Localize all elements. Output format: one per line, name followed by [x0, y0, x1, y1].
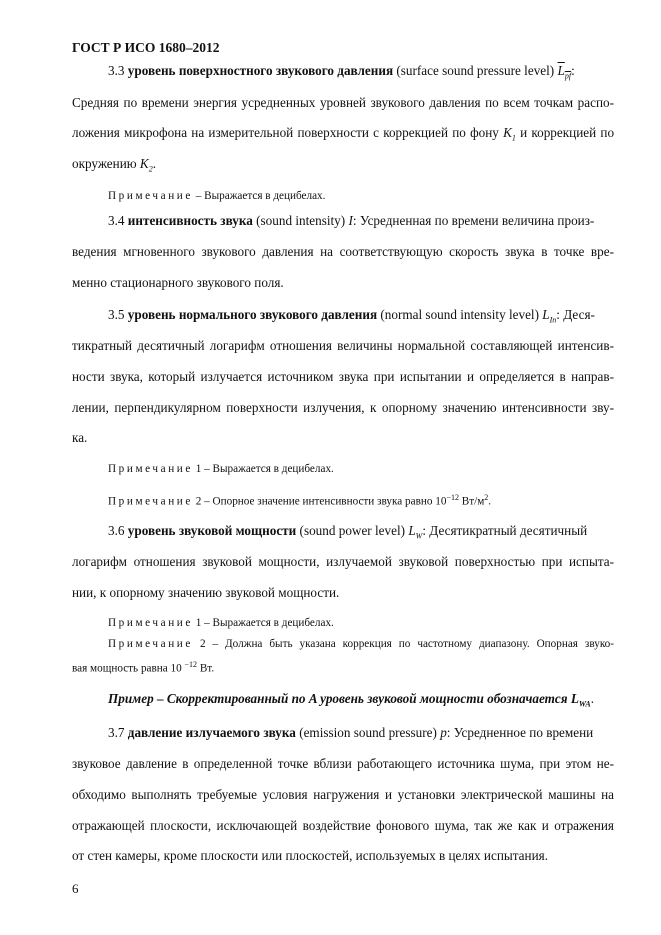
note: Примечание 1 – Выражается в децибелах.	[108, 463, 334, 475]
note: Примечание – Выражается в децибелах.	[108, 190, 326, 202]
note: Примечание 2 – Опорное значение интенсивности звука равно $10^{-12}$ $Вт/м^2$.	[108, 493, 492, 508]
paragraph-line: ности звука, который излучается источником звука при испытании и определяется в направ-	[72, 369, 614, 384]
paragraph-line: менно стационарного звукового поля.	[72, 275, 284, 290]
section-3-3-title: 3.3 уровень поверхностного звукового давления (surface sound pressure level) $L_{pf}$:	[108, 63, 575, 81]
section-3-4-title: 3.4 интенсивность звука (sound intensity) I: Усредненная по времени величина произ-	[108, 213, 595, 228]
note: Примечание 1 – Выражается в децибелах.	[108, 617, 334, 629]
paragraph-line: обходимо выполнять требуемые условия нагружения и установки электрической машины на	[72, 787, 614, 802]
paragraph-line: ведения мгновенного звукового давления на соответствующую скорость звука в точке вре-	[72, 244, 614, 259]
paragraph-line: окружению $K_2$.	[72, 156, 156, 174]
section-3-6-title: 3.6 уровень звуковой мощности (sound power level) $L_W$: Десятикратный десятичный	[108, 523, 588, 541]
paragraph-line: звуковое давление в определенной точке вблизи работающего источника шума, при этом не-	[72, 756, 614, 771]
paragraph-line: тикратный десятичный логарифм отношения величины нормальной составляющей интенсив-	[72, 338, 614, 353]
page-number: 6	[72, 881, 79, 896]
paragraph-line: лении, перпендикулярном поверхности излучения, к опорному значению интенсивности зву-	[72, 400, 614, 415]
section-3-7-title: 3.7 давление излучаемого звука (emission sound pressure) p: Усредненное по времени	[108, 725, 594, 740]
paragraph-line: отражающей плоскости, исключающей воздействие фонового шума, так же как и отражения	[72, 818, 614, 833]
document-header: ГОСТ Р ИСО 1680–2012	[72, 40, 220, 55]
section-3-5-title: 3.5 уровень нормального звукового давления (normal sound intensity level) $L_{In}$: Деся-	[108, 307, 595, 325]
term: уровень поверхностного звукового давления	[127, 63, 394, 78]
paragraph-line: нии, к опорному значению звуковой мощности.	[72, 585, 340, 600]
note: Примечание 2 – Должна быть указана коррекция по частотному диапазону. Опорная звуко-	[108, 638, 615, 650]
note-continuation: вая мощность равна 10 $^{-12}$ Вт.	[72, 660, 215, 675]
paragraph-line: ка.	[72, 430, 88, 445]
paragraph-line: Средняя по времени энергия усредненных уровней звукового давления по всем точкам распо-	[72, 95, 614, 110]
paragraph-line: ложения микрофона на измерительной поверхности с коррекцией по фону $K_1$ и коррекцией по	[72, 125, 615, 143]
paragraph-line: от стен камеры, кроме плоскости или плоскостей, используемых в целях испытания.	[72, 848, 549, 863]
symbol: $L_{pf}$	[557, 63, 572, 81]
paragraph-line: логарифм отношения звуковой мощности, излучаемой звуковой поверхностью при испыта-	[72, 554, 614, 569]
example: Пример – Скорректированный по A уровень звуковой мощности обозначается $L_{WA}$.	[108, 691, 595, 709]
